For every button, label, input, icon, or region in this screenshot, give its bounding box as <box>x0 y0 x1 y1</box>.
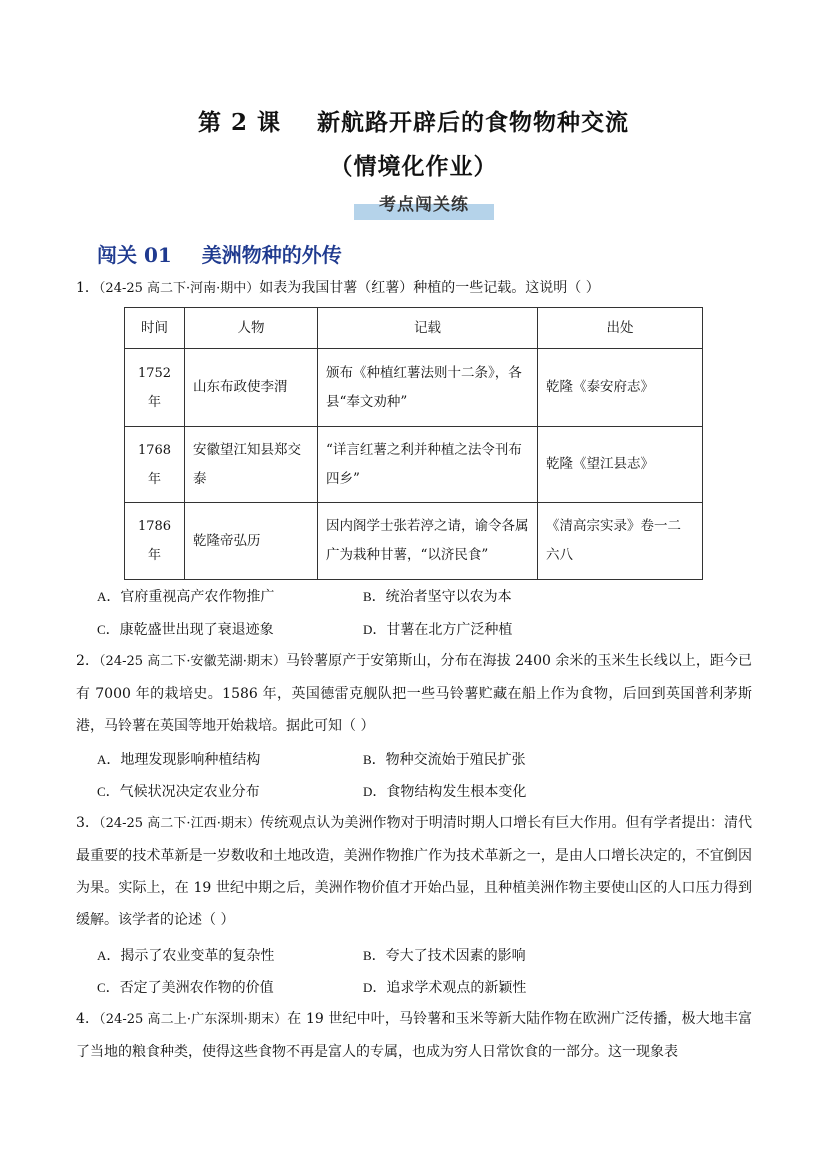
badge-label: 考点闯关练 <box>379 195 469 215</box>
table-cell-year: 1752 年 <box>125 349 185 427</box>
table-cell-record: 颁布《种植红薯法则十二条》，各县“奉文劝种” <box>318 349 538 427</box>
option-c[interactable]: C．气候状况决定农业分布 <box>97 784 260 800</box>
option-d[interactable]: D．甘薯在北方广泛种植 <box>363 622 513 638</box>
table-cell-source: 《清高宗实录》卷一二六八 <box>538 503 703 580</box>
lesson-title <box>0 104 827 137</box>
question-1 <box>76 272 752 305</box>
table-cell-person: 乾隆帝弘历 <box>185 503 318 580</box>
table-cell-year: 1786 年 <box>125 503 185 580</box>
table-cell-year: 1768 年 <box>125 427 185 503</box>
table-header: 人物 <box>185 308 318 349</box>
table-row <box>125 503 703 580</box>
table-cell-source: 乾隆《泰安府志》 <box>538 349 703 427</box>
option-a[interactable]: A．官府重视高产农作物推广 <box>97 589 275 605</box>
question-text: 如表为我国甘薯（红薯）种植的一些记载。这说明（ ） <box>259 280 600 296</box>
lesson-subtitle: （情境化作业） <box>329 153 498 180</box>
table-header-row <box>125 308 703 349</box>
question-3 <box>76 807 752 936</box>
option-c[interactable]: C．否定了美洲农作物的价值 <box>97 980 274 996</box>
table-header: 时间 <box>125 308 185 349</box>
question-text: 马铃薯原产于安第斯山，分布在海拔 2400 余米的玉米生长线以上，距今已有 7000 年的栽培史。1586 年，英国德雷克舰队把一些马铃薯贮藏在船上作为食物，后回到英国普利茅斯港，马铃薯在英国等地开始栽培。据此可知（ ） <box>76 653 752 734</box>
lesson-number: 第 2 课 <box>197 109 282 136</box>
option-d[interactable]: D．追求学术观点的新颖性 <box>363 980 527 996</box>
table-row <box>125 427 703 503</box>
section-label: 闯关 01 <box>97 243 172 267</box>
table-cell-record: 因内阁学士张若渟之请，谕令各属广为栽种甘薯，“以济民食” <box>318 503 538 580</box>
option-b[interactable]: B．统治者坚守以农为本 <box>363 589 512 605</box>
question-number: 3． <box>76 815 100 831</box>
section-title: 美洲物种的外传 <box>201 243 342 267</box>
section-badge <box>354 190 494 222</box>
table-cell-source: 乾隆《望江县志》 <box>538 427 703 503</box>
table-row <box>125 349 703 427</box>
question-2 <box>76 645 752 742</box>
table-cell-person: 山东布政使李渭 <box>185 349 318 427</box>
option-c[interactable]: C．康乾盛世出现了衰退迹象 <box>97 622 274 638</box>
lesson-name: 新航路开辟后的食物物种交流 <box>317 109 630 136</box>
option-a[interactable]: A．揭示了农业变革的复杂性 <box>97 948 275 964</box>
option-a[interactable]: A．地理发现影响种植结构 <box>97 752 261 768</box>
table-cell-record: “详言红薯之利并种植之法令刊布四乡” <box>318 427 538 503</box>
question-source: （24-25 高二上·广东深圳·期末） <box>99 1012 288 1027</box>
question-source: （24-25 高二下·江西·期末） <box>99 816 261 831</box>
question-4 <box>76 1003 752 1068</box>
section-heading <box>97 239 342 268</box>
table-header: 出处 <box>538 308 703 349</box>
option-b[interactable]: B．物种交流始于殖民扩张 <box>363 752 526 768</box>
question-text: 传统观点认为美洲作物对于明清时期人口增长有巨大作用。但有学者提出：清代最重要的技术革新是一岁数收和土地改造，美洲作物推广作为技术革新之一，是由人口增长决定的，不宜倒因为果。实际上，在 19 世纪中期之后，美洲作物价值才开始凸显，且种植美洲作物主要使山区的人口压力得到缓解。该学者的论述（ ） <box>76 815 753 928</box>
table-header: 记载 <box>318 308 538 349</box>
option-d[interactable]: D．食物结构发生根本变化 <box>363 784 527 800</box>
question-source: （24-25 高二下·河南·期中） <box>98 281 260 296</box>
records-table <box>124 307 703 580</box>
question-text: 在 19 世纪中叶，马铃薯和玉米等新大陆作物在欧洲广泛传播，极大地丰富了当地的粮食种类，使得这些食物不再是富人的专属，也成为穷人日常饮食的一部分。这一现象表 <box>76 1011 752 1060</box>
question-source: （24-25 高二下·安徽芜湖·期末） <box>99 654 287 669</box>
option-b[interactable]: B．夸大了技术因素的影响 <box>363 948 526 964</box>
question-number: 2． <box>76 653 99 669</box>
question-number: 4． <box>76 1011 100 1027</box>
question-number: 1． <box>76 280 99 296</box>
table-cell-person: 安徽望江知县郑交泰 <box>185 427 318 503</box>
